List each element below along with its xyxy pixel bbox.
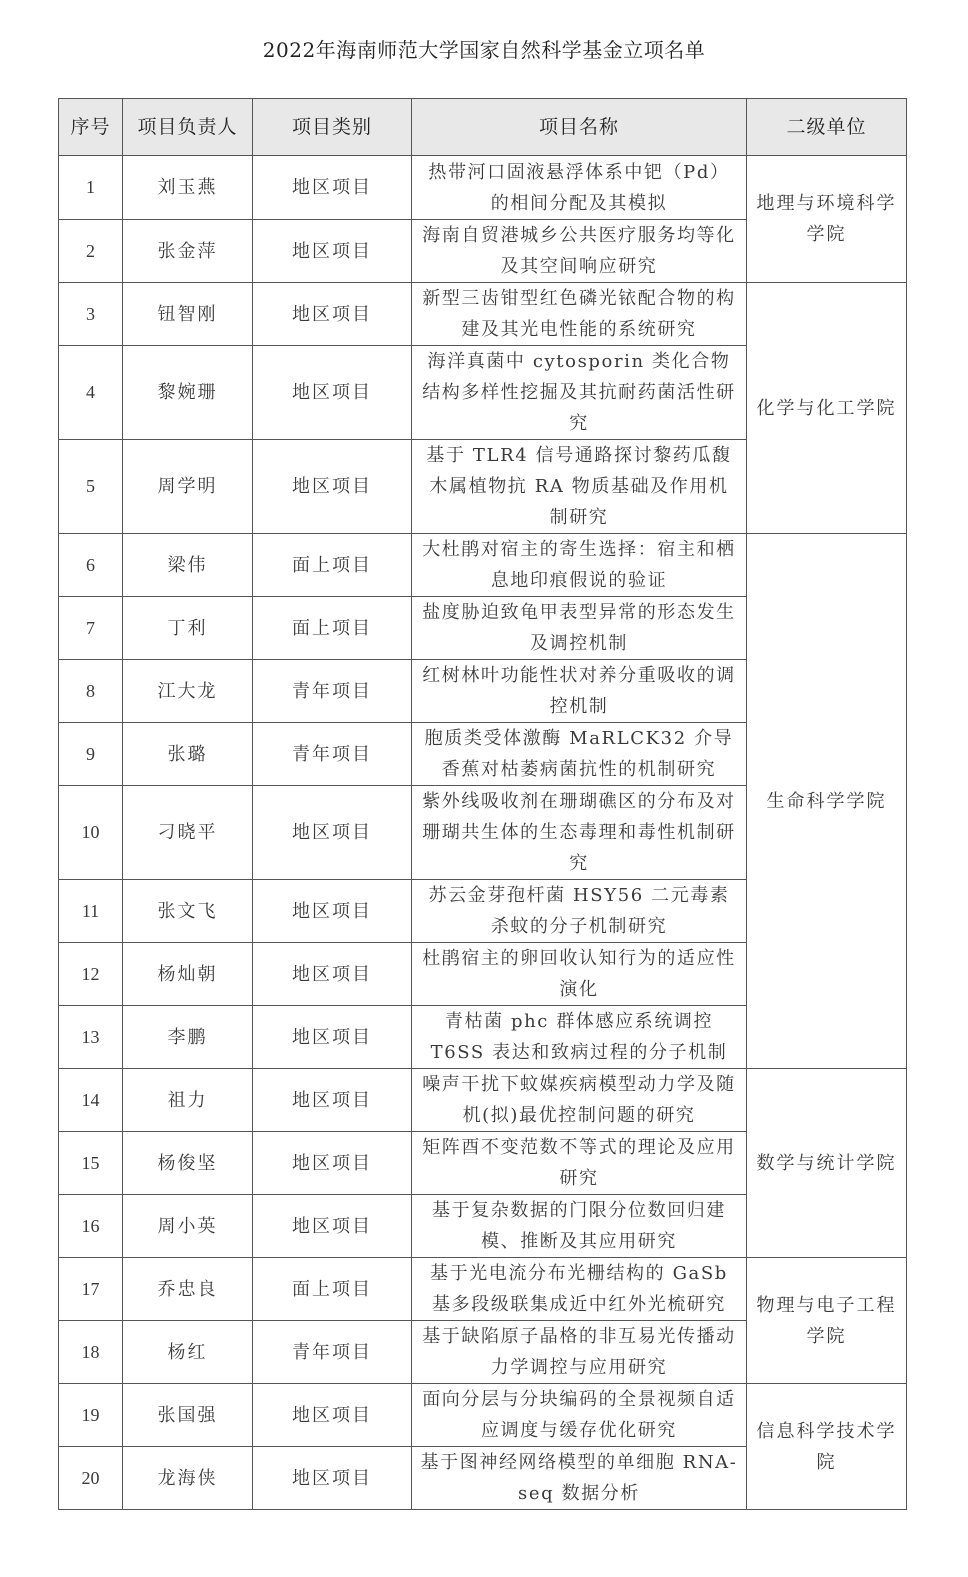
header-no: 序号 <box>59 99 123 156</box>
row-no: 5 <box>59 440 123 534</box>
unit-cell: 地理与环境科学学院 <box>747 156 907 283</box>
row-project: 基于缺陷原子晶格的非互易光传播动力学调控与应用研究 <box>412 1321 747 1384</box>
row-project: 基于光电流分布光栅结构的 GaSb 基多段级联集成近中红外光梳研究 <box>412 1258 747 1321</box>
row-category: 地区项目 <box>253 943 412 1006</box>
row-leader: 祖力 <box>123 1069 253 1132</box>
row-leader: 江大龙 <box>123 660 253 723</box>
row-leader: 杨红 <box>123 1321 253 1384</box>
row-project: 基于 TLR4 信号通路探讨黎药瓜馥木属植物抗 RA 物质基础及作用机制研究 <box>412 440 747 534</box>
row-leader: 杨俊坚 <box>123 1132 253 1195</box>
row-leader: 刘玉燕 <box>123 156 253 220</box>
row-no: 17 <box>59 1258 123 1321</box>
unit-cell: 生命科学学院 <box>747 534 907 1069</box>
row-leader: 张文飞 <box>123 880 253 943</box>
table-row <box>59 1258 907 1321</box>
document-title: 2022年海南师范大学国家自然科学基金立项名单 <box>262 38 706 62</box>
row-leader: 张国强 <box>123 1384 253 1447</box>
row-no: 13 <box>59 1006 123 1069</box>
table-row <box>59 156 907 220</box>
row-leader: 刁晓平 <box>123 786 253 880</box>
row-project: 紫外线吸收剂在珊瑚礁区的分布及对珊瑚共生体的生态毒理和毒性机制研究 <box>412 786 747 880</box>
row-project: 盐度胁迫致龟甲表型异常的形态发生及调控机制 <box>412 597 747 660</box>
table-row <box>59 283 907 346</box>
table-row <box>59 534 907 597</box>
row-category: 面上项目 <box>253 534 412 597</box>
row-no: 8 <box>59 660 123 723</box>
header-row <box>59 99 907 156</box>
row-category: 面上项目 <box>253 597 412 660</box>
row-category: 地区项目 <box>253 1384 412 1447</box>
row-category: 地区项目 <box>253 1006 412 1069</box>
row-leader: 杨灿朝 <box>123 943 253 1006</box>
row-no: 6 <box>59 534 123 597</box>
header-unit: 二级单位 <box>747 99 907 156</box>
row-leader: 张金萍 <box>123 220 253 283</box>
row-no: 19 <box>59 1384 123 1447</box>
table-row <box>59 1384 907 1447</box>
row-category: 地区项目 <box>253 786 412 880</box>
row-no: 3 <box>59 283 123 346</box>
row-leader: 钮智刚 <box>123 283 253 346</box>
row-category: 地区项目 <box>253 220 412 283</box>
row-category: 青年项目 <box>253 723 412 786</box>
row-leader: 丁利 <box>123 597 253 660</box>
row-no: 14 <box>59 1069 123 1132</box>
row-project: 矩阵酉不变范数不等式的理论及应用研究 <box>412 1132 747 1195</box>
row-category: 地区项目 <box>253 1195 412 1258</box>
row-category: 地区项目 <box>253 440 412 534</box>
row-project: 热带河口固液悬浮体系中钯（Pd）的相间分配及其模拟 <box>412 156 747 220</box>
table-row <box>59 1069 907 1132</box>
row-leader: 李鹏 <box>123 1006 253 1069</box>
row-no: 9 <box>59 723 123 786</box>
header-leader: 项目负责人 <box>123 99 253 156</box>
row-leader: 张璐 <box>123 723 253 786</box>
row-project: 海南自贸港城乡公共医疗服务均等化及其空间响应研究 <box>412 220 747 283</box>
row-category: 地区项目 <box>253 346 412 440</box>
unit-cell: 数学与统计学院 <box>747 1069 907 1258</box>
row-category: 地区项目 <box>253 1447 412 1510</box>
row-no: 15 <box>59 1132 123 1195</box>
header-project: 项目名称 <box>412 99 747 156</box>
row-leader: 黎婉珊 <box>123 346 253 440</box>
row-no: 20 <box>59 1447 123 1510</box>
row-leader: 乔忠良 <box>123 1258 253 1321</box>
row-project: 基于图神经网络模型的单细胞 RNA-seq 数据分析 <box>412 1447 747 1510</box>
row-category: 地区项目 <box>253 880 412 943</box>
row-project: 红树林叶功能性状对养分重吸收的调控机制 <box>412 660 747 723</box>
row-project: 新型三齿钳型红色磷光铱配合物的构建及其光电性能的系统研究 <box>412 283 747 346</box>
row-no: 16 <box>59 1195 123 1258</box>
row-project: 胞质类受体激酶 MaRLCK32 介导香蕉对枯萎病菌抗性的机制研究 <box>412 723 747 786</box>
row-no: 11 <box>59 880 123 943</box>
row-no: 4 <box>59 346 123 440</box>
unit-cell: 信息科学技术学院 <box>747 1384 907 1510</box>
row-category: 地区项目 <box>253 156 412 220</box>
row-project: 海洋真菌中 cytosporin 类化合物结构多样性挖掘及其抗耐药菌活性研究 <box>412 346 747 440</box>
row-no: 10 <box>59 786 123 880</box>
row-project: 苏云金芽孢杆菌 HSY56 二元毒素杀蚊的分子机制研究 <box>412 880 747 943</box>
row-leader: 周小英 <box>123 1195 253 1258</box>
row-leader: 周学明 <box>123 440 253 534</box>
row-project: 基于复杂数据的门限分位数回归建模、推断及其应用研究 <box>412 1195 747 1258</box>
row-category: 青年项目 <box>253 660 412 723</box>
row-category: 地区项目 <box>253 1069 412 1132</box>
unit-cell: 化学与化工学院 <box>747 283 907 534</box>
row-project: 杜鹃宿主的卵回收认知行为的适应性演化 <box>412 943 747 1006</box>
row-no: 7 <box>59 597 123 660</box>
row-project: 噪声干扰下蚊媒疾病模型动力学及随机(拟)最优控制问题的研究 <box>412 1069 747 1132</box>
unit-cell: 物理与电子工程学院 <box>747 1258 907 1384</box>
row-project: 面向分层与分块编码的全景视频自适应调度与缓存优化研究 <box>412 1384 747 1447</box>
row-leader: 龙海侠 <box>123 1447 253 1510</box>
row-leader: 梁伟 <box>123 534 253 597</box>
row-category: 面上项目 <box>253 1258 412 1321</box>
row-no: 2 <box>59 220 123 283</box>
row-no: 12 <box>59 943 123 1006</box>
row-no: 18 <box>59 1321 123 1384</box>
row-no: 1 <box>59 156 123 220</box>
header-category: 项目类别 <box>253 99 412 156</box>
row-project: 大杜鹃对宿主的寄生选择：宿主和栖息地印痕假说的验证 <box>412 534 747 597</box>
row-category: 地区项目 <box>253 283 412 346</box>
row-category: 地区项目 <box>253 1132 412 1195</box>
funding-list-table <box>58 98 907 1510</box>
row-category: 青年项目 <box>253 1321 412 1384</box>
row-project: 青枯菌 phc 群体感应系统调控 T6SS 表达和致病过程的分子机制 <box>412 1006 747 1069</box>
